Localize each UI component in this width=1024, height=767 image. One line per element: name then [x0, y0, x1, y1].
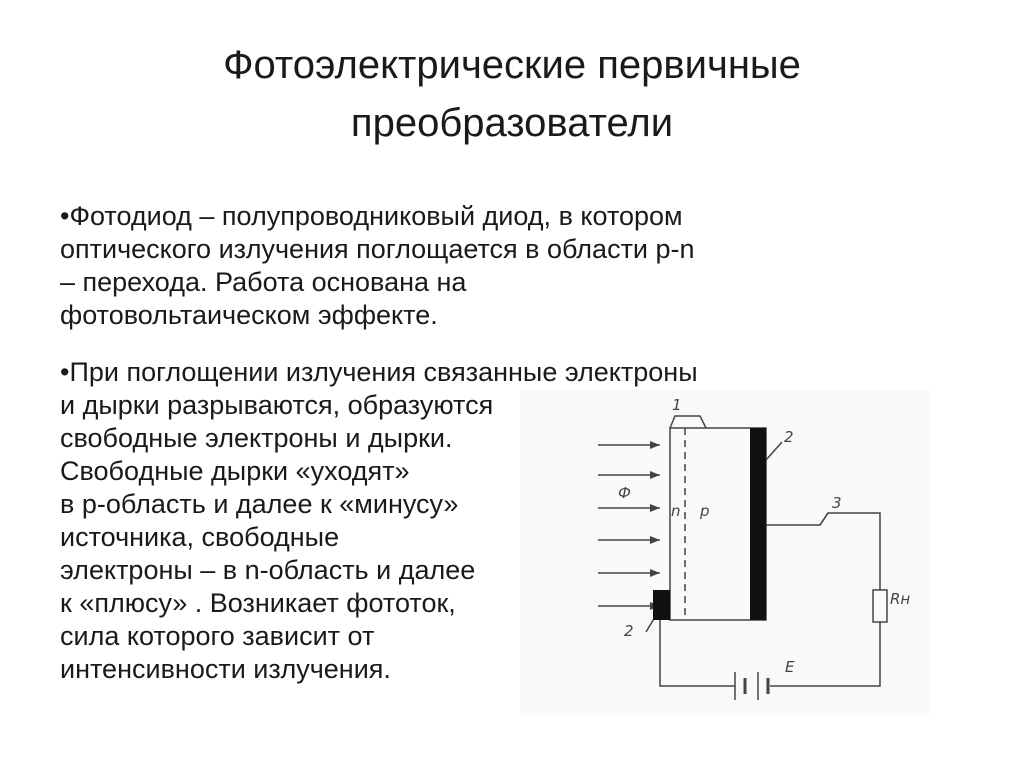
- paragraph-line: фотовольтаическом эффекте.: [60, 300, 438, 330]
- label-3: 3: [832, 494, 842, 512]
- paragraph-line: •Фотодиод – полупроводниковый диод, в котором: [60, 201, 683, 231]
- paragraph-line: – перехода. Работа основана на: [60, 267, 467, 297]
- paragraph-photocurrent: [60, 356, 698, 686]
- wire-top: [766, 513, 880, 590]
- label-1: 1: [672, 396, 682, 414]
- paragraph-line: сила которого зависит от: [60, 621, 375, 651]
- paragraph-line: электроны – в n-область и далее: [60, 555, 476, 585]
- paragraph-line: источника, свободные: [60, 522, 340, 552]
- load-resistor: [873, 590, 887, 622]
- label-phi: Ф: [618, 484, 631, 502]
- wire-right-bottom: [770, 622, 880, 686]
- leader-line-3: [820, 513, 828, 525]
- title-line-2: преобразователи: [350, 101, 674, 145]
- paragraph-photodiode: [60, 200, 695, 332]
- paragraph-line: оптического излучения поглощается в области p-n: [60, 234, 695, 264]
- paragraph-line: к «плюсу» . Возникает фототок,: [60, 588, 456, 618]
- paragraph-line: в p-область и далее к «минусу»: [60, 489, 459, 519]
- paragraph-line: Свободные дырки «уходят»: [60, 456, 410, 486]
- slide-title: [80, 36, 944, 152]
- label-n: n: [671, 502, 681, 520]
- paragraph-line: интенсивности излучения.: [60, 654, 391, 684]
- label-2-top: 2: [784, 428, 794, 446]
- paragraph-line: свободные электроны и дырки.: [60, 423, 453, 453]
- paragraph-line: и дырки разрываются, образуются: [60, 390, 494, 420]
- label-p: p: [700, 502, 710, 520]
- leader-line-2-top: [766, 442, 782, 460]
- label-e: E: [785, 658, 795, 676]
- paragraph-line: •При поглощении излучения связанные электроны: [60, 357, 698, 387]
- title-line-1: Фотоэлектрические первичные: [223, 43, 801, 87]
- label-2-bottom: 2: [624, 622, 634, 640]
- top-contact: [750, 428, 766, 620]
- label-rn: Rн: [890, 590, 911, 608]
